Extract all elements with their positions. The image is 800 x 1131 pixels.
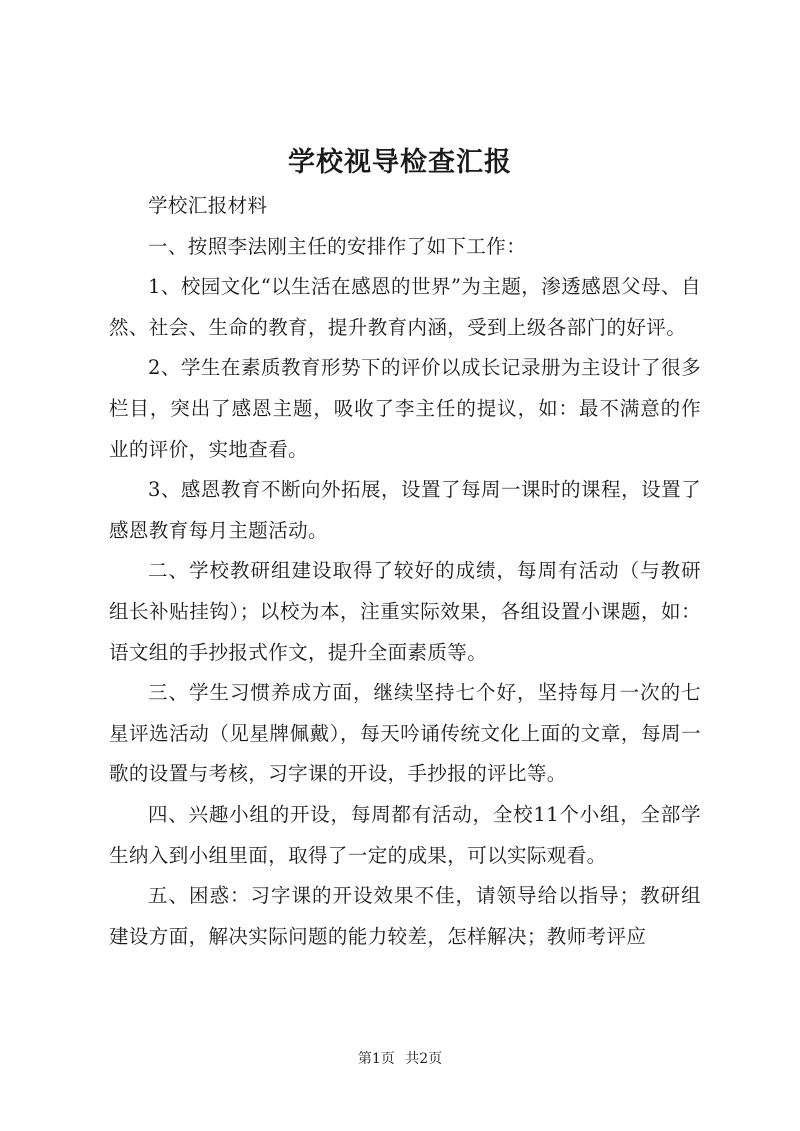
- paragraph-section-5: 五、困惑：习字课的开设效果不佳，请领导给以指导；教研组建设方面，解决实际问题的能力较差，怎样解决；教师考评应: [109, 884, 701, 948]
- paragraph-section-3: 三、学生习惯养成方面，继续坚持七个好，坚持每月一次的七星评选活动（见星牌佩戴），每天吟诵传统文化上面的文章，每周一歌的设置与考核，习字课的开设，手抄报的评比等。: [109, 681, 701, 786]
- paragraph-item-1: 1、校园文化“以生活在感恩的世界”为主题，渗透感恩父母、自然、社会、生命的教育，提升教育内涵，受到上级各部门的好评。: [109, 275, 701, 339]
- document-title: 学校视导检查汇报: [288, 147, 512, 178]
- paragraph-item-3: 3、感恩教育不断向外拓展，设置了每周一课时的课程，设置了感恩教育每月主题活动。: [109, 478, 701, 542]
- document-body: [109, 186, 701, 957]
- page-footer: [0, 1048, 800, 1068]
- page-number: 第1页: [357, 1051, 395, 1067]
- paragraph-heading: 学校汇报材料: [148, 194, 268, 217]
- paragraph-section-4: 四、兴趣小组的开设，每周都有活动，全校11个小组，全部学生纳入到小组里面，取得了一定的成果，可以实际观看。: [109, 802, 701, 867]
- page-total: 共2页: [405, 1051, 443, 1067]
- paragraph-item-2: 2、学生在素质教育形势下的评价以成长记录册为主设计了很多栏目，突出了感恩主题，吸收了李主任的提议，如：最不满意的作业的评价，实地查看。: [109, 356, 701, 461]
- paragraph-section-1: 一、按照李法刚主任的安排作了如下工作：: [148, 234, 527, 258]
- paragraph-section-2: 二、学校教研组建设取得了较好的成绩，每周有活动（与教研组长补贴挂钩）；以校为本，注重实际效果，各组设置小课题，如：语文组的手抄报式作文，提升全面素质等。: [109, 559, 701, 664]
